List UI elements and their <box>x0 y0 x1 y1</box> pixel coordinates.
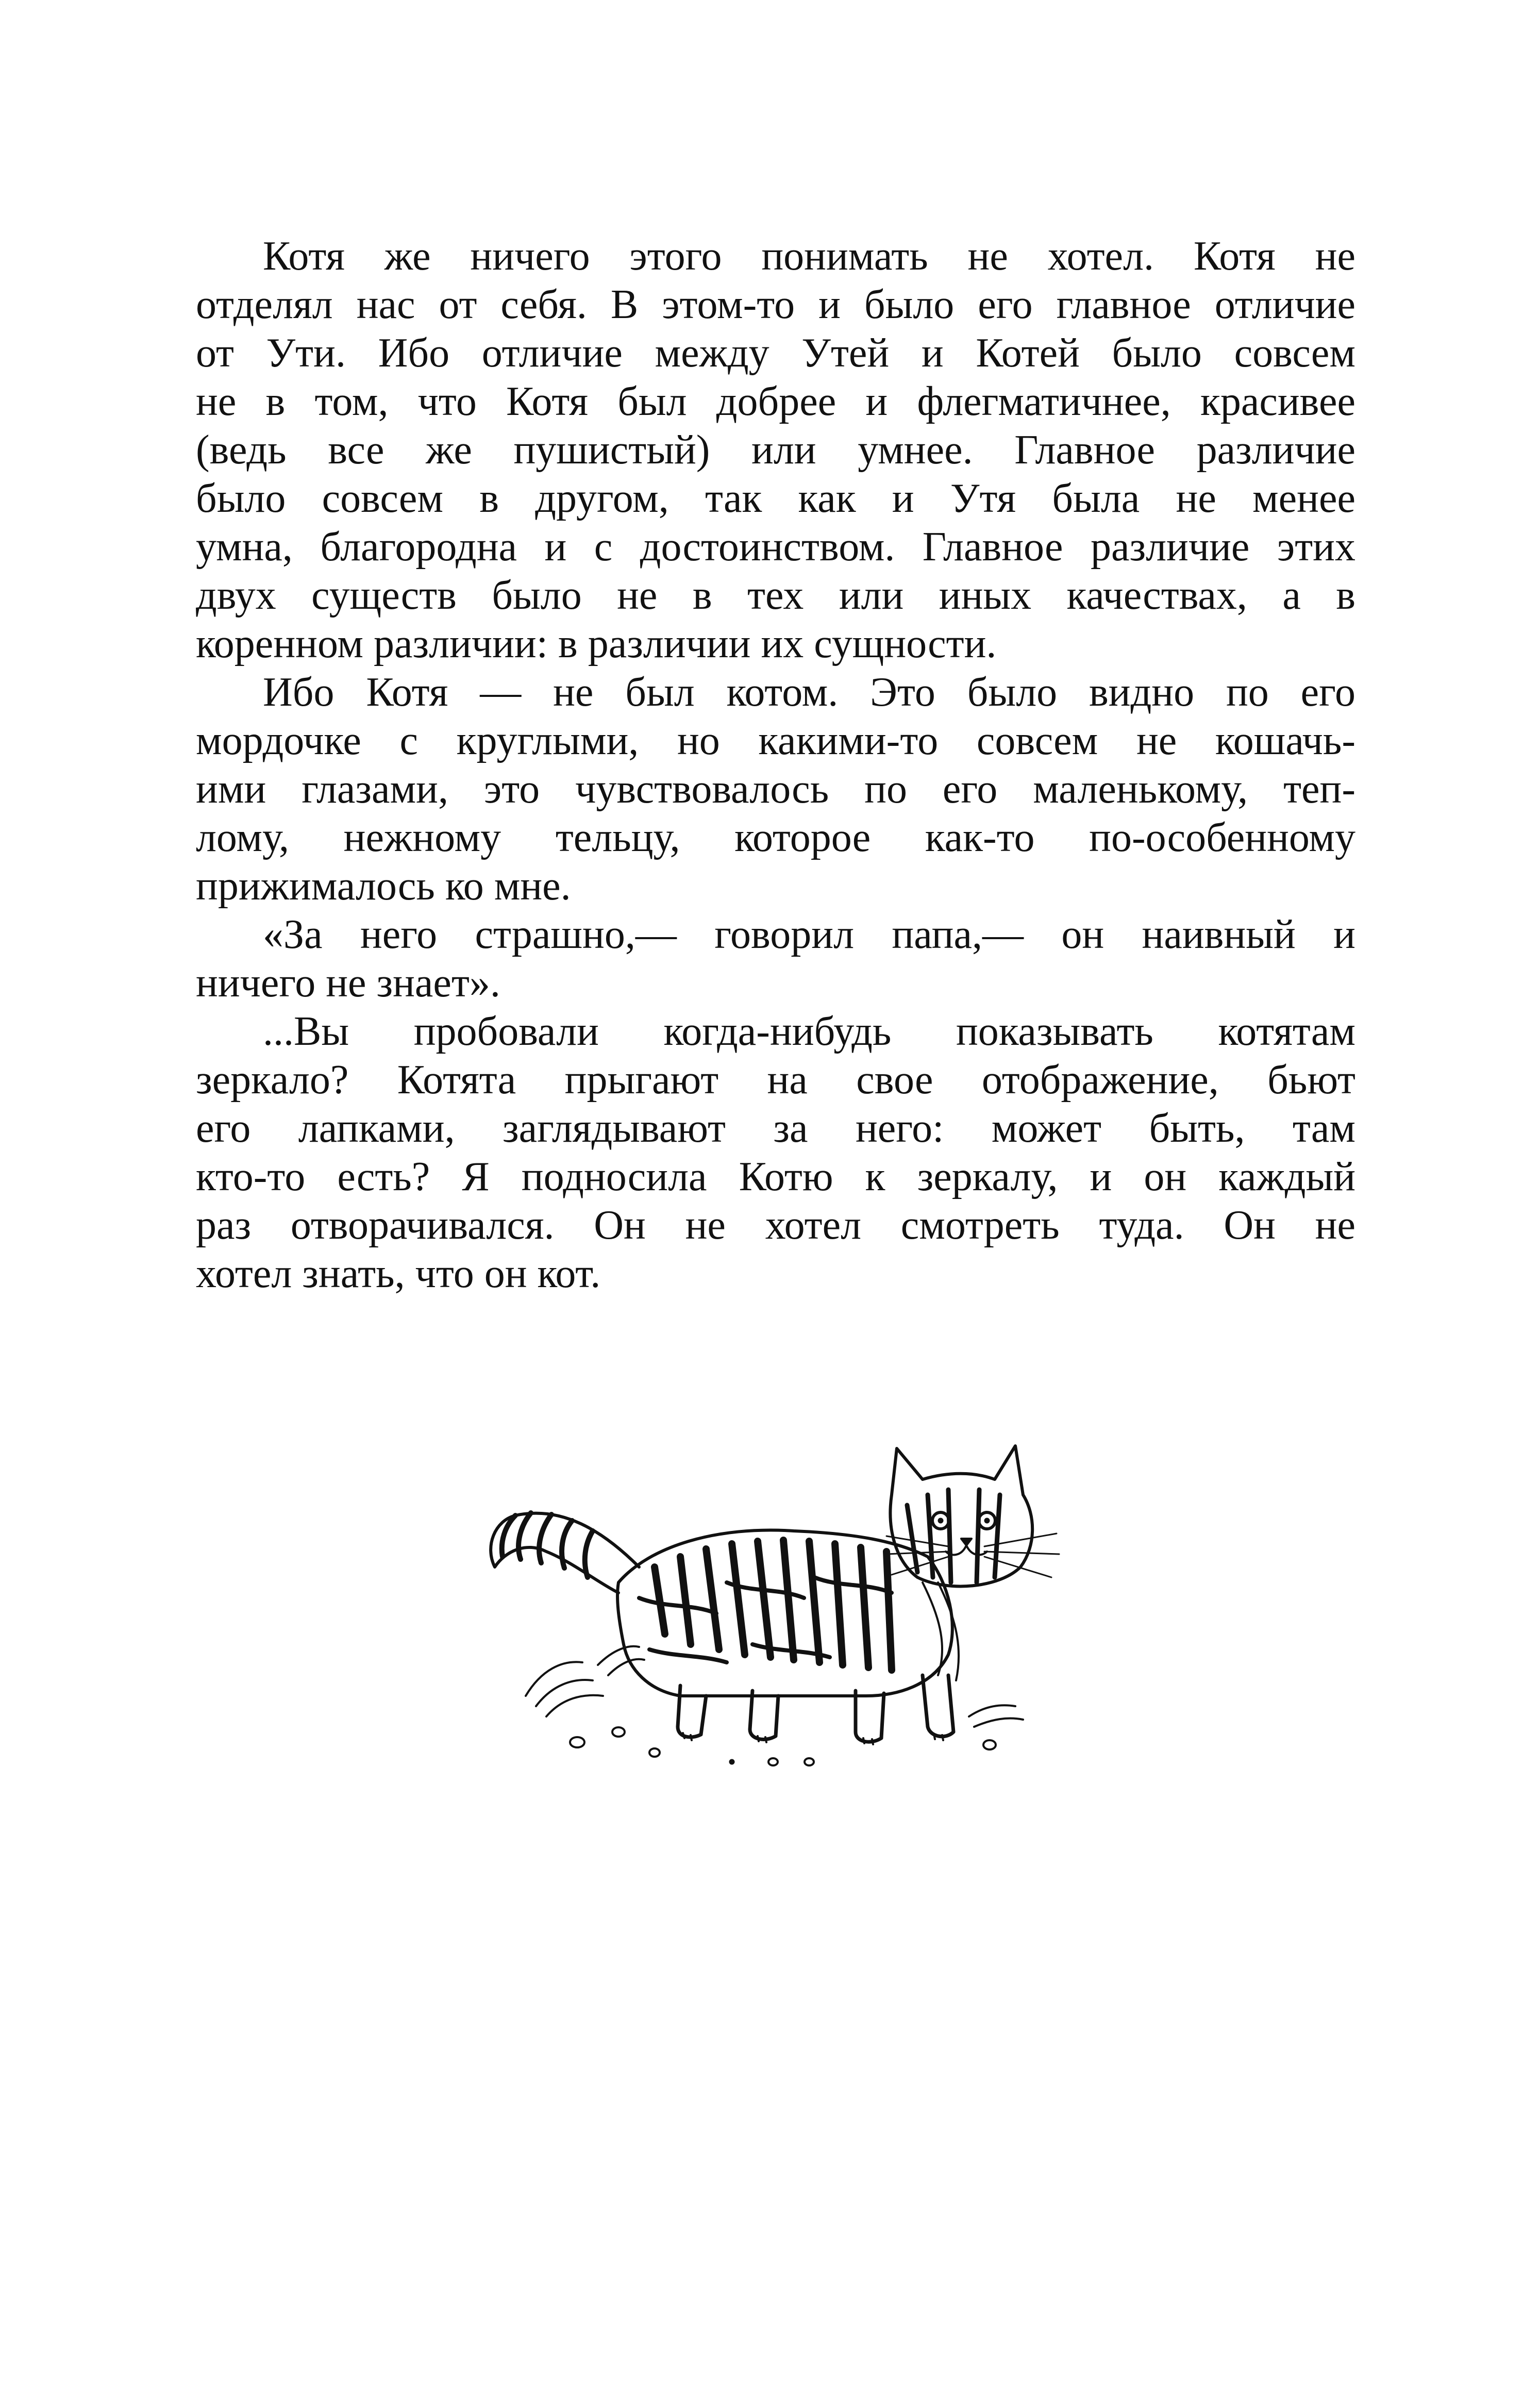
text-line: Ибо Котя — не был котом. Это было видно по его <box>263 670 1355 715</box>
text-line: двух существ было не в тех или иных качествах, а в <box>196 573 1355 618</box>
text-line: мордочке с круглыми, но какими-то совсем не кошачь- <box>196 718 1355 763</box>
paragraph-2 <box>196 668 1355 910</box>
text-line: было совсем в другом, так как и Утя была не менее <box>196 476 1355 521</box>
fluffy-cat-icon <box>484 1428 1072 1768</box>
text-line: отделял нас от себя. В этом-то и было его главное отличие <box>196 282 1355 327</box>
text-line: ...Вы пробовали когда-нибудь показывать котятам <box>263 1009 1355 1054</box>
text-line: раз отворачивался. Он не хотел смотреть туда. Он не <box>196 1203 1355 1248</box>
text-line: Котя же ничего этого понимать не хотел. Котя не <box>263 234 1355 279</box>
text-line: ими глазами, это чувствовалось по его маленькому, теп- <box>196 766 1355 812</box>
text-line: его лапками, заглядывают за него: может быть, там <box>196 1106 1355 1151</box>
text-line: умна, благородна и с достоинством. Главное различие этих <box>196 524 1355 570</box>
text-line: «За него страшно,— говорил папа,— он наивный и <box>263 912 1355 957</box>
text-line: коренном различии: в различии их сущности. <box>196 621 997 666</box>
text-line: ничего не знает». <box>196 960 500 1006</box>
paragraph-1 <box>196 232 1355 668</box>
text-line: (ведь все же пушистый) или умнее. Главное различие <box>196 427 1355 473</box>
paragraph-4 <box>196 1007 1355 1298</box>
text-line: кто-то есть? Я подносила Котю к зеркалу, и он каждый <box>196 1154 1355 1199</box>
text-line: лому, нежному тельцу, которое как-то по-особенному <box>196 815 1355 860</box>
text-block <box>196 232 1355 1298</box>
text-line: от Ути. Ибо отличие между Утей и Котей было совсем <box>196 330 1355 376</box>
paragraph-3 <box>196 910 1355 1007</box>
text-line: не в том, что Котя был добрее и флегматичнее, красивее <box>196 379 1355 424</box>
text-line: зеркало? Котята прыгают на свое отображение, бьют <box>196 1057 1355 1103</box>
text-line: прижималось ко мне. <box>196 863 571 909</box>
text-line: хотел знать, что он кот. <box>196 1251 601 1296</box>
